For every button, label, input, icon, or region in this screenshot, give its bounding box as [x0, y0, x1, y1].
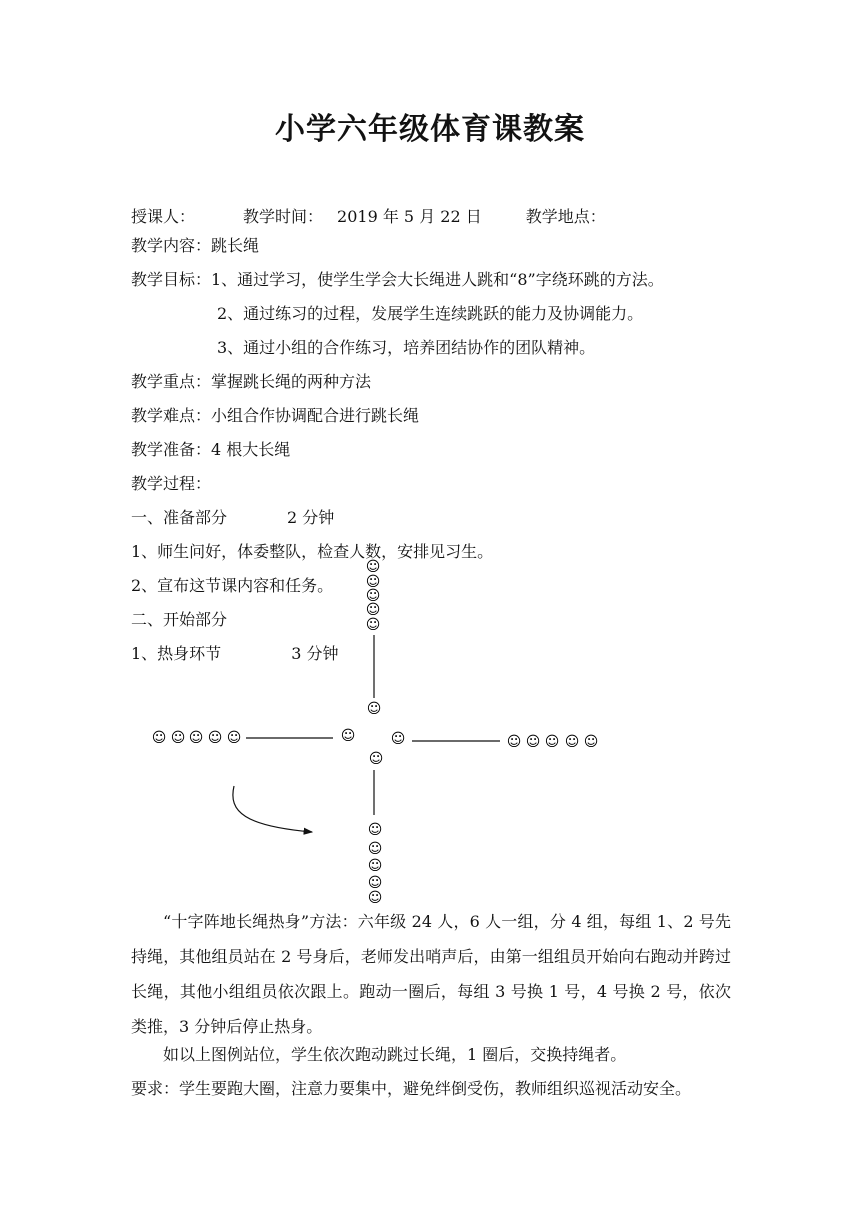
method-paragraph: “十字阵地长绳热身”方法：六年级 24 人，6 人一组，分 4 组，每组 1、2 号先持绳，其他组员站在 2 号身后，老师发出哨声后，由第一组组员开始向右跑动并跨过长绳，其他小组组员依次跟上。跑动一圈后，每组 3 号换 1 号，4 号换 2 号，依次类推，3 分钟后停止热身。 [131, 912, 731, 1036]
student-smiley-icon: ☺ [583, 734, 599, 750]
step-2: 2、宣布这节课内容和任务。 [131, 576, 334, 595]
student-smiley-icon: ☺ [367, 890, 383, 906]
left-group-smileys [152, 730, 242, 746]
student-smiley-icon: ☺ [367, 822, 383, 838]
process-label: 教学过程： [131, 474, 212, 493]
rope-holder-smiley-icon: ☺ [390, 731, 406, 747]
section1-time: 2 分钟 [287, 508, 335, 527]
teacher-label: 授课人： [131, 207, 196, 226]
rope-holder-smiley-icon: ☺ [366, 701, 382, 717]
student-smiley-icon: ☺ [365, 588, 381, 604]
note-line: 如以上图例站位，学生依次跑动跳过长绳，1 圈后，交换持绳者。 [163, 1045, 627, 1064]
student-smiley-icon: ☺ [365, 602, 381, 618]
rope-holder-smiley-icon: ☺ [340, 728, 356, 744]
key-point-line: 教学重点：掌握跳长绳的两种方法 [131, 372, 372, 391]
warmup-name: 1、热身环节 [131, 644, 222, 663]
difficulty-line: 教学难点：小组合作协调配合进行跳长绳 [131, 406, 420, 425]
right-group-smileys [507, 734, 599, 750]
student-smiley-icon: ☺ [525, 734, 541, 750]
requirement-line: 要求：学生要跑大圈，注意力要集中，避免绊倒受伤，教师组织巡视活动安全。 [131, 1079, 692, 1098]
preparation-line: 教学准备：4 根大长绳 [131, 440, 291, 459]
goal-line-3: 3、通过小组的合作练习，培养团结协作的团队精神。 [217, 338, 596, 357]
goal-line-2: 2、通过练习的过程，发展学生连续跳跃的能力及协调能力。 [217, 304, 644, 323]
student-smiley-icon: ☺ [365, 559, 381, 575]
student-smiley-icon: ☺ [151, 730, 167, 746]
time-value: 2019 年 5 月 22 日 [337, 207, 482, 226]
step-1: 1、师生问好，体委整队，检查人数，安排见习生。 [131, 542, 494, 561]
section1-name: 一、准备部分 [131, 508, 228, 527]
top-group-smileys [366, 559, 381, 633]
section2-heading: 二、开始部分 [131, 610, 228, 629]
warmup-time: 3 分钟 [291, 644, 339, 663]
student-smiley-icon: ☺ [367, 875, 383, 891]
content-line: 教学内容：跳长绳 [131, 236, 260, 255]
student-smiley-icon: ☺ [207, 730, 223, 746]
student-smiley-icon: ☺ [367, 841, 383, 857]
student-smiley-icon: ☺ [188, 730, 204, 746]
student-smiley-icon: ☺ [506, 734, 522, 750]
student-smiley-icon: ☺ [170, 730, 186, 746]
run-direction-arrow [233, 786, 312, 832]
student-smiley-icon: ☺ [367, 858, 383, 874]
goal-line-1: 教学目标：1、通过学习，使学生学会大长绳进人跳和“8”字绕环跳的方法。 [131, 270, 664, 289]
bottom-group-smileys [368, 822, 383, 906]
student-smiley-icon: ☺ [564, 734, 580, 750]
rope-holder-smiley-icon: ☺ [368, 751, 384, 767]
place-label: 教学地点： [525, 207, 606, 226]
student-smiley-icon: ☺ [365, 617, 381, 633]
student-smiley-icon: ☺ [544, 734, 560, 750]
rope-holder-smileys [341, 701, 406, 767]
student-smiley-icon: ☺ [365, 574, 381, 590]
student-smiley-icon: ☺ [226, 730, 242, 746]
page-title: 小学六年级体育课教案 [275, 112, 585, 147]
time-label: 教学时间： [243, 207, 324, 226]
